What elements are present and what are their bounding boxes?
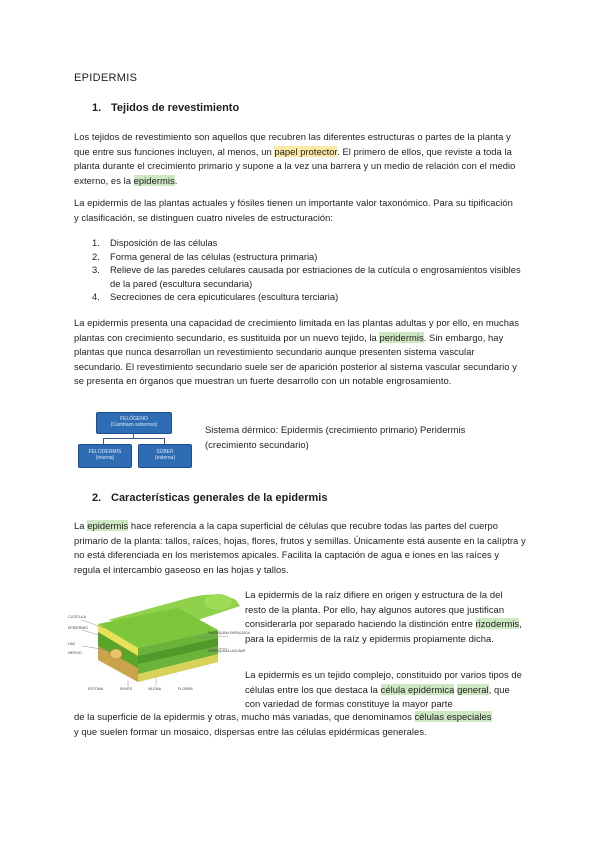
text-run: La epidermis es un tejido complejo, constituido por varios tipos de células entre los que destaca la	[245, 669, 522, 695]
paragraph-cell-types	[245, 668, 525, 712]
section-2-title: Características generales de la epidermis	[111, 492, 328, 504]
leaf-cross-section-illustration	[68, 590, 250, 698]
section-2-heading	[92, 492, 327, 504]
paragraph-intro	[74, 130, 526, 188]
highlight-general: general	[457, 683, 489, 695]
structure-levels-list	[92, 236, 522, 304]
list-text: Secreciones de cera epicuticulares (escultura terciaria)	[110, 291, 339, 302]
diagram-label: (interna)	[95, 455, 115, 461]
list-number: 4.	[92, 291, 100, 302]
highlight-papel-protector: papel protector	[274, 145, 338, 157]
leaf-label-nervio: NERVIO	[68, 651, 82, 655]
diagram-label: FELODERMIS	[88, 449, 122, 455]
text-run: . Sin embargo, hay plantas que nunca desarrollan un revestimiento secundario aunque presenten sistema vascular secundario. El revestimiento secundario suele ser de aparición posterior al sistema vascular secundario y se presenta en órganos que muestran un fuerte desarrollo con un notable engrosamiento.	[74, 331, 517, 386]
diagram-label: SÚBER	[156, 449, 174, 455]
diagram-label: (externa)	[154, 455, 175, 461]
highlight-epidermis: epidermis	[133, 174, 175, 186]
highlight-rizodermis: rizodermis	[475, 618, 520, 629]
text-run: La epidermis de la raíz difiere en origen y estructura de la del resto de la planta. Por ello, hay algunos autores que justifican considerarla por separado haciendo la distinción entre	[245, 589, 505, 629]
text-run: , para la epidermis de la raíz y epidermis propiamente dicha.	[245, 618, 522, 644]
section-1-number: 1.	[92, 102, 102, 114]
text-run: y que suelen formar un mosaico, dispersas entre las células epidérmicas generales.	[74, 725, 427, 737]
section-1-title: Tejidos de revestimiento	[111, 102, 240, 114]
leaf-label-haz: HAZ	[68, 642, 76, 646]
peridermis-diagram	[78, 412, 198, 472]
leaf-label-lagunar: PARÉNQUIMA LAGUNAR	[208, 649, 246, 653]
paragraph-growth	[74, 316, 526, 389]
diagram-label: (Cambium suberoso)	[110, 422, 158, 428]
text-run: La epidermis presenta una capacidad de crecimiento limitada en las plantas adultas y por ello, en muchas plantas con crecimiento secundario, es sustituida por un nuevo tejido, la	[74, 317, 520, 343]
diagram-box-suber	[138, 444, 192, 468]
text-run: de la superficie de la epidermis y otras, mucho más variadas, que denominamos	[74, 711, 415, 722]
list-text: Relieve de las paredes celulares causada por estriaciones de la cutícula o engrosamientos visibles de la pared (escultura secundaria)	[110, 264, 521, 289]
text-run: . El primero de ellos, que reviste a toda la planta durante el crecimiento primario y supone a la vez una barrera y un medio de relación con el medio externo, es la	[74, 145, 516, 186]
highlight-peridermis: peridermis	[379, 331, 424, 343]
paragraph-taxonomy: La epidermis de las plantas actuales y fósiles tienen un importante valor taxonómico. Para su tipificación y clasificación, se distinguen cuatro niveles de estructuración:	[74, 197, 513, 223]
list-number: 2.	[92, 250, 100, 262]
leaf-label-cuticula: CUTÍCULA	[68, 615, 86, 619]
leaf-label-epidermis: EPIDERMIS	[68, 626, 88, 630]
diagram-connector	[103, 438, 165, 439]
highlight-celulas-especiales: células especiales	[414, 711, 492, 722]
paragraph-definition	[74, 519, 526, 577]
leaf-label-floema: FLOEMA	[178, 687, 193, 691]
leaf-label-enves: ENVÉS	[120, 687, 133, 691]
diagram-label: FELÓGENO	[120, 416, 148, 422]
list-text: Forma general de las células (estructura primaria)	[110, 250, 318, 262]
text-run: .	[174, 174, 178, 186]
list-item	[92, 250, 522, 264]
text-run: Los tejidos de revestimiento son aquellos que recubren las diferentes estructuras o partes de la planta y que entre sus funciones incluyen, al menos, un	[74, 131, 511, 157]
section-1-heading	[92, 102, 239, 114]
diagram-caption: Sistema dérmico: Epidermis (crecimiento primario) Peridermis (crecimiento secundario)	[205, 424, 466, 450]
list-item	[92, 236, 522, 250]
paragraph-root-epidermis	[245, 588, 525, 646]
highlight-celula-epidermica: célula epidérmica	[380, 683, 455, 695]
highlight-epidermis: epidermis	[87, 520, 129, 531]
text-run: hace referencia a la capa superficial de células que recubre todas las partes del cuerpo primario de la planta: tallos, raíces, hojas, flores, frutos y semillas. Únicamente está ausente en la calíptra y no está diferenciada en los meristemos apicales. Facilita la captación de agua e iones en las raíces y regula el intercambio gaseoso en las hojas y tallos.	[74, 520, 526, 575]
list-item	[92, 290, 522, 304]
leaf-tip	[204, 594, 232, 610]
leaf-label-estoma: ESTOMA	[88, 687, 104, 691]
list-text: Disposición de las células	[110, 237, 218, 248]
list-number: 3.	[92, 264, 100, 275]
document-title: EPIDERMIS	[74, 72, 138, 84]
vein-bundle	[110, 649, 122, 659]
diagram-box-felodermis	[78, 444, 132, 468]
list-item	[92, 263, 522, 290]
diagram-box-felogeno	[96, 412, 172, 434]
paragraph-cell-types-cont	[74, 710, 534, 739]
leaf-label-empalizada: PARÉNQUIMA EMPALIZADA	[208, 631, 250, 635]
section-2-number: 2.	[92, 492, 102, 504]
text-run: , que con variedad de formas constituye la mayor parte	[245, 683, 510, 709]
leaf-label-xilema: XILEMA	[148, 687, 162, 691]
list-number: 1.	[92, 237, 100, 248]
text-run: La	[74, 520, 88, 531]
